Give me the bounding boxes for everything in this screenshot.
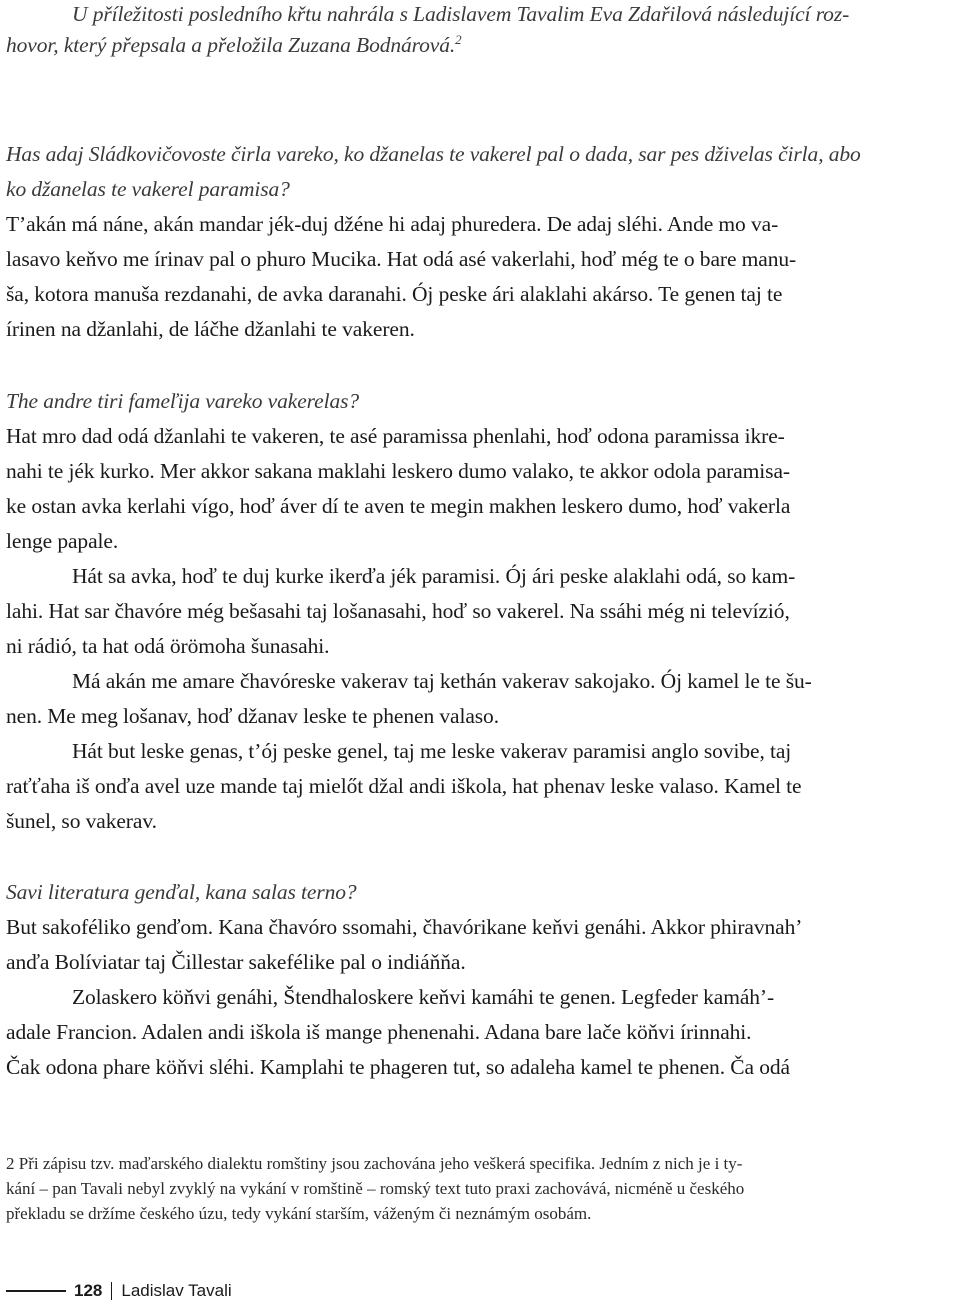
intro-line-2 bbox=[6, 31, 462, 60]
footer-rule bbox=[6, 1290, 66, 1292]
answer-1-line-3: ša, kotora manuša rezdanahi, de avka daranahi. Ój peske ári alaklahi akárso. Te genen taj te bbox=[6, 282, 783, 306]
answer-3-line-4: adale Francion. Adalen andi iškola iš mange phenenahi. Adana bare lače köňvi írinnahi. bbox=[6, 1020, 752, 1044]
question-2-line-1: The andre tiri fameľija vareko vakerelas? bbox=[6, 389, 360, 413]
answer-3-line-5: Čak odona phare köňvi sléhi. Kamplahi te phageren tut, so adaleha kamel te phenen. Ča odá bbox=[6, 1055, 790, 1079]
footnote-line-1: 2 Při zápisu tzv. maďarského dialektu romštiny jsou zachována jeho veškerá specifika. Jedním z nich je i ty- bbox=[6, 1154, 743, 1173]
answer-2-line-6: lahi. Hat sar čhavóre még bešasahi taj lošanasahi, hoď so vakerel. Na ssáhi még ni televízió, bbox=[6, 599, 790, 623]
answer-3-line-3: Zolaskero köňvi genáhi, Štendhaloskere keňvi kamáhi te genen. Legfeder kamáh’- bbox=[72, 985, 775, 1009]
page-footer bbox=[6, 1279, 232, 1303]
intro-line-2-text: hovor, který přepsala a přeložila Zuzana Bodnárová. bbox=[6, 33, 456, 57]
answer-3-line-2: anďa Bolíviatar taj Čillestar sakefélike pal o indiáňňa. bbox=[6, 950, 466, 974]
answer-2-line-12: šunel, so vakerav. bbox=[6, 809, 157, 833]
answer-3-line-1: But sakoféliko genďom. Kana čhavóro ssomahi, čhavórikane keňvi genáhi. Akkor phiravnah’ bbox=[6, 915, 803, 939]
answer-2-line-7: ni rádió, ta hat odá örömoha šunasahi. bbox=[6, 634, 330, 658]
answer-2-line-2: nahi te jék kurko. Mer akkor sakana maklahi leskero dumo valako, te akkor odola paramisa- bbox=[6, 459, 790, 483]
question-1-line-2: ko džanelas te vakerel paramisa? bbox=[6, 177, 290, 201]
answer-2-line-4: lenge papale. bbox=[6, 529, 119, 553]
question-3-line-1: Savi literatura genďal, kana salas terno? bbox=[6, 880, 357, 904]
intro-line-1: U příležitosti posledního křtu nahrála s Ladislavem Tavalim Eva Zdařilová následující roz- bbox=[72, 2, 850, 26]
answer-2-line-10: Hát but leske genas, t’ój peske genel, taj me leske vakerav paramisi anglo sovibe, taj bbox=[72, 739, 792, 763]
answer-2-line-5: Hát sa avka, hoď te duj kurke ikerďa jék paramisi. Ój ári peske alaklahi odá, so kam- bbox=[72, 564, 796, 588]
footer-separator bbox=[111, 1282, 112, 1300]
answer-2-line-3: ke ostan avka kerlahi vígo, hoď áver dí te aven te megin makhen leskero dumo, hoď vakerla bbox=[6, 494, 791, 518]
page-number: 128 bbox=[74, 1281, 103, 1300]
answer-2-line-11: raťťaha iš onďa avel uze mande taj mielőt džal andi iškola, hat phenav leske valaso. Kamel te bbox=[6, 774, 802, 798]
answer-2-line-1: Hat mro dad odá džanlahi te vakeren, te asé paramissa phenlahi, hoď odona paramissa ikre- bbox=[6, 424, 785, 448]
footnote-line-3: překladu se držíme českého úzu, tedy vykání starším, váženým či neznámým osobám. bbox=[6, 1204, 592, 1223]
answer-1-line-4: írinen na džanlahi, de láčhe džanlahi te vakeren. bbox=[6, 317, 415, 341]
footnote-line-2: kání – pan Tavali nebyl zvyklý na vykání v romštině – romský text tuto praxi zachovává, nicméně u českého bbox=[6, 1179, 745, 1198]
answer-1-line-2: lasavo keňvo me írinav pal o phuro Mucika. Hat odá asé vakerlahi, hoď még te o bare manu- bbox=[6, 247, 797, 271]
question-1-line-1: Has adaj Sládkovičovoste čirla vareko, ko džanelas te vakerel pal o dada, sar pes dživelas čirla, abo bbox=[6, 142, 861, 166]
answer-2-line-9: nen. Me meg lošanav, hoď džanav leske te phenen valaso. bbox=[6, 704, 499, 728]
running-author: Ladislav Tavali bbox=[121, 1281, 232, 1300]
answer-2-line-8: Má akán me amare čhavóreske vakerav taj kethán vakerav sakojako. Ój kamel le te šu- bbox=[72, 669, 812, 693]
footnote-reference: 2 bbox=[455, 31, 462, 47]
answer-1-line-1: T’akán má náne, akán mandar jék-duj džéne hi adaj phuredera. De adaj sléhi. Ande mo va- bbox=[6, 212, 779, 236]
